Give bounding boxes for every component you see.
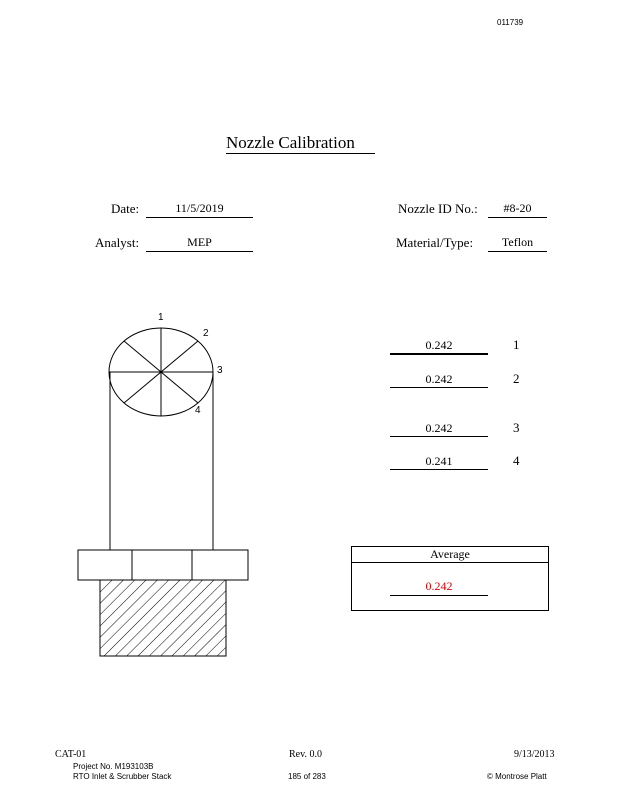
measurement-value-2: 0.242 xyxy=(390,371,488,388)
analyst-label: Analyst: xyxy=(95,235,140,250)
measurement-index-2: 2 xyxy=(513,371,520,386)
average-value: 0.242 xyxy=(390,578,488,596)
measurement-index-4: 4 xyxy=(513,453,520,468)
measurement-index-1: 1 xyxy=(513,337,520,352)
footer-date: 9/13/2013 xyxy=(514,749,555,760)
nozzle-nut xyxy=(78,550,248,580)
footer-page: 185 of 283 xyxy=(288,772,326,781)
average-box xyxy=(351,546,549,611)
measurement-value-4: 0.241 xyxy=(390,453,488,470)
footer-project: Project No. M193103B xyxy=(73,762,154,771)
measurement-value-3: 0.242 xyxy=(390,420,488,437)
analyst-value: MEP xyxy=(146,234,253,252)
page-title: Nozzle Calibration xyxy=(226,132,375,154)
footer-location: RTO Inlet & Scrubber Stack xyxy=(73,772,172,781)
point-label-3: 3 xyxy=(217,365,223,376)
nozzle-id-value: #8-20 xyxy=(488,200,547,218)
point-label-4: 4 xyxy=(195,405,201,416)
measurement-index-3: 3 xyxy=(513,420,520,435)
point-label-1: 1 xyxy=(158,312,164,323)
average-label: Average xyxy=(352,547,548,563)
measurement-value-1: 0.242 xyxy=(390,337,488,355)
footer-form-id: CAT-01 xyxy=(55,749,87,760)
material-value: Teflon xyxy=(488,234,547,252)
point-label-2: 2 xyxy=(203,328,209,339)
date-value: 11/5/2019 xyxy=(146,200,253,218)
nozzle-base-hatched xyxy=(100,580,226,656)
date-label: Date: xyxy=(111,201,140,216)
footer-company: © Montrose Platt xyxy=(487,772,547,781)
document-number: 011739 xyxy=(497,18,524,27)
nozzle-id-label: Nozzle ID No.: xyxy=(398,201,478,216)
footer-revision: Rev. 0.0 xyxy=(289,749,322,760)
material-label: Material/Type: xyxy=(396,235,474,250)
nozzle-diagram xyxy=(70,305,260,665)
